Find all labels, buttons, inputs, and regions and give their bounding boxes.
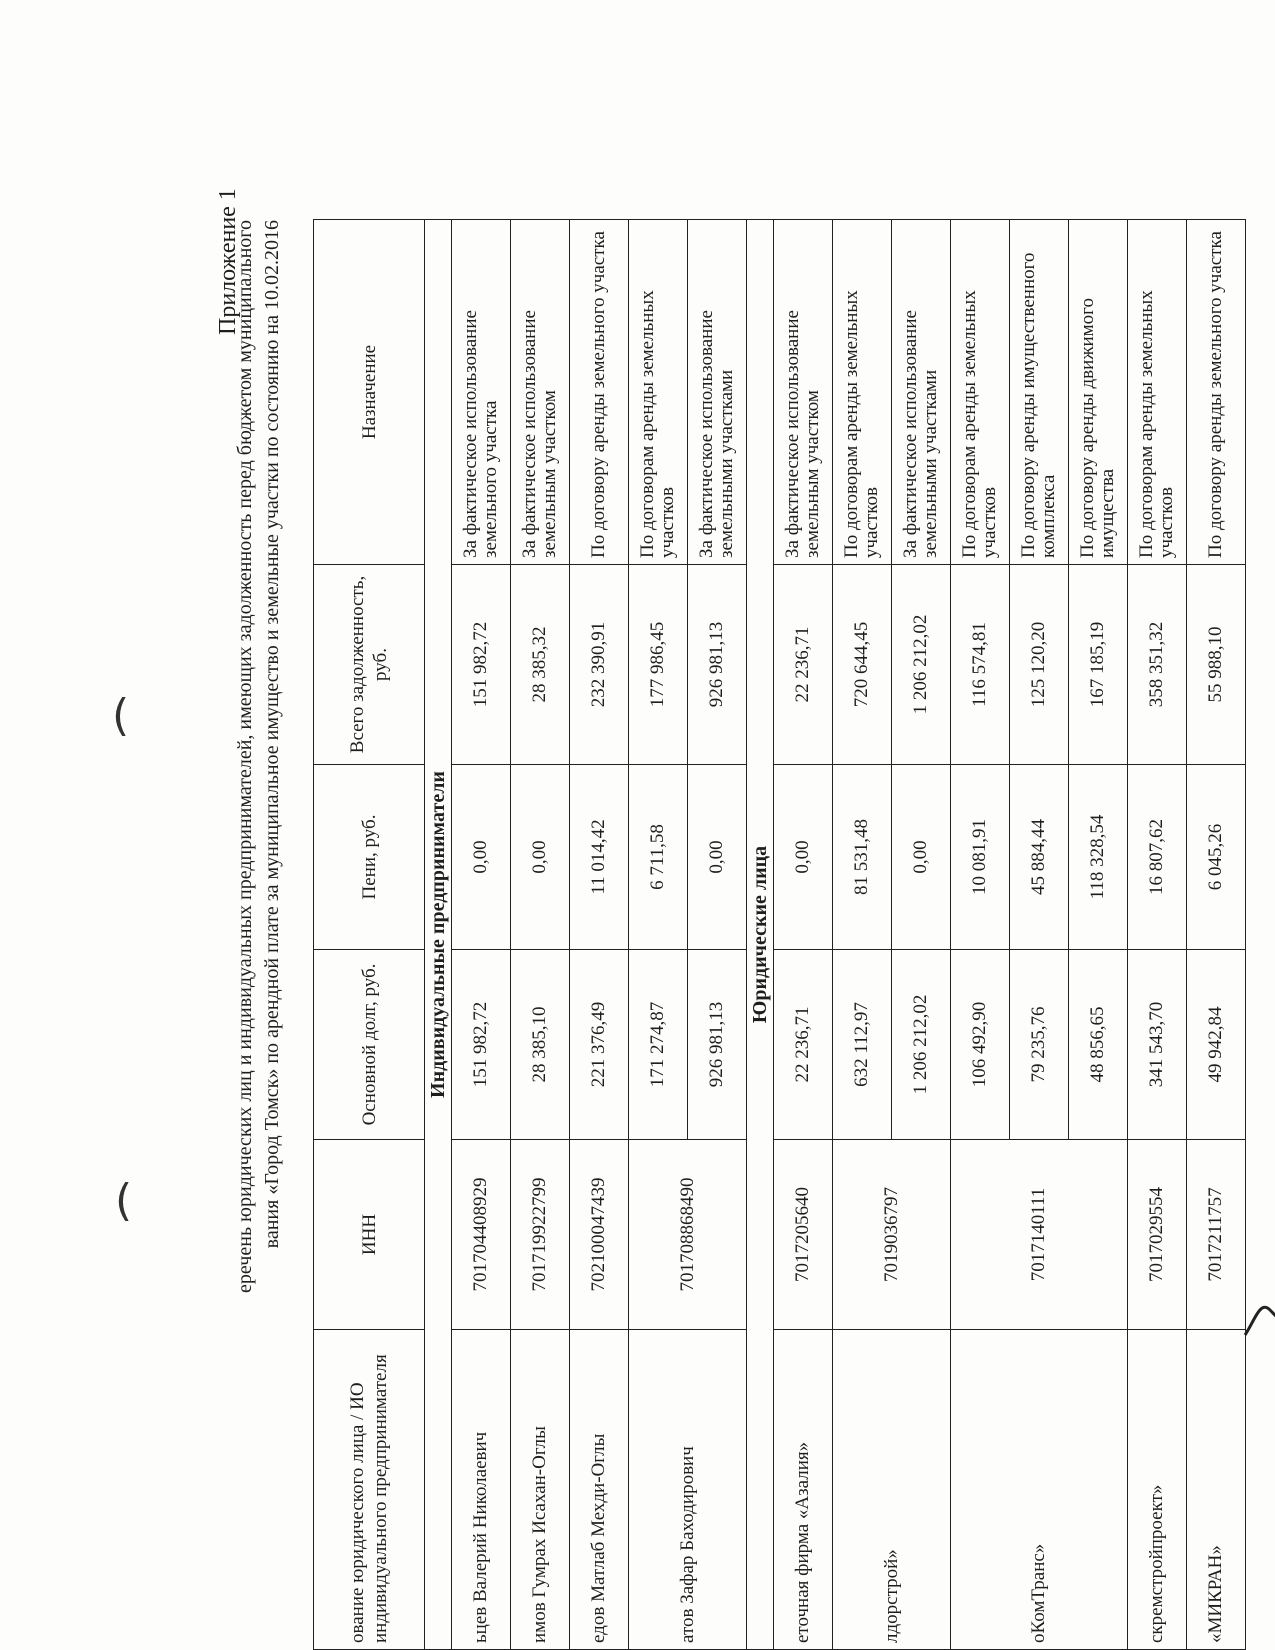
header-inn: ИНН [314, 1140, 425, 1330]
cell-principal: 106 492,90 [951, 950, 1010, 1140]
cell-total: 720 644,45 [833, 565, 892, 765]
pen-mark: ( [115, 1175, 133, 1226]
cell-principal: 48 856,65 [1069, 950, 1128, 1140]
cell-penalty: 10 081,91 [951, 765, 1010, 950]
cell-principal: 49 942,84 [1187, 950, 1246, 1140]
cell-principal: 632 112,97 [833, 950, 892, 1140]
table-row [774, 220, 833, 1650]
cell-purpose: За фактическое использование земельными участками [688, 220, 747, 565]
cell-principal: 341 543,70 [1128, 950, 1187, 1140]
cell-total: 116 574,81 [951, 565, 1010, 765]
cell-penalty: 118 328,54 [1069, 765, 1128, 950]
cell-total: 232 390,91 [570, 565, 629, 765]
signature-mark [1240, 1280, 1275, 1340]
cell-penalty: 0,00 [688, 765, 747, 950]
cell-penalty: 81 531,48 [833, 765, 892, 950]
cell-total: 55 988,10 [1187, 565, 1246, 765]
cell-penalty: 16 807,62 [1128, 765, 1187, 950]
cell-name: скремстройпроект» [1128, 1330, 1187, 1650]
cell-total: 28 385,32 [511, 565, 570, 765]
cell-total: 151 982,72 [452, 565, 511, 765]
cell-total: 177 986,45 [629, 565, 688, 765]
cell-inn: 7019036797 [833, 1140, 951, 1330]
cell-principal: 221 376,49 [570, 950, 629, 1140]
header-name: ование юридического лица / ИО индивидуального предпринимателя [314, 1330, 425, 1650]
table-row [1187, 220, 1246, 1650]
cell-penalty: 0,00 [511, 765, 570, 950]
cell-inn: 701704408929 [452, 1140, 511, 1330]
pen-mark: ( [112, 690, 130, 741]
cell-purpose: По договорам аренды земельных участков [951, 220, 1010, 565]
cell-purpose: За фактическое использование земельным участком [774, 220, 833, 565]
cell-total: 22 236,71 [774, 565, 833, 765]
section-title: Юридические лица [747, 220, 774, 1650]
cell-name: оКомТранс» [951, 1330, 1128, 1650]
section-row [425, 220, 452, 1650]
cell-penalty: 11 014,42 [570, 765, 629, 950]
header-principal: Основной долг, руб. [314, 950, 425, 1140]
cell-total: 358 351,32 [1128, 565, 1187, 765]
cell-inn: 7017205640 [774, 1140, 833, 1330]
cell-total: 125 120,20 [1010, 565, 1069, 765]
cell-purpose: За фактическое использование земельными участками [892, 220, 951, 565]
cell-principal: 79 235,76 [1010, 950, 1069, 1140]
cell-name: ьцев Валерий Николаевич [452, 1330, 511, 1650]
table-row [570, 220, 629, 1650]
document-title [232, 220, 286, 1650]
table-row [1128, 220, 1187, 1650]
section-title: Индивидуальные предприниматели [425, 220, 452, 1650]
cell-principal: 171 274,87 [629, 950, 688, 1140]
cell-penalty: 45 884,44 [1010, 765, 1069, 950]
cell-inn: 7017211757 [1187, 1140, 1246, 1330]
cell-name: лдорстрой» [833, 1330, 951, 1650]
cell-purpose: За фактическое использование земельным участком [511, 220, 570, 565]
cell-inn: 7017029554 [1128, 1140, 1187, 1330]
cell-principal: 22 236,71 [774, 950, 833, 1140]
cell-inn: 702100047439 [570, 1140, 629, 1330]
appendix-label: Приложение 1 [215, 188, 241, 335]
cell-purpose: По договору аренды земельного участка [1187, 220, 1246, 565]
cell-total: 926 981,13 [688, 565, 747, 765]
cell-penalty: 0,00 [774, 765, 833, 950]
cell-penalty: 0,00 [892, 765, 951, 950]
cell-name: атов Зафар Баходирович [629, 1330, 747, 1650]
cell-purpose: По договору аренды движимого имущества [1069, 220, 1128, 565]
cell-penalty: 0,00 [452, 765, 511, 950]
cell-inn: 701708868490 [629, 1140, 747, 1330]
cell-name: имов Гумрах Исахан-Оглы [511, 1330, 570, 1650]
debt-table [313, 219, 1246, 1650]
title-line-2: вания «Город Томск» по арендной плате за муниципальное имущество и земельные участки по состоянию на 10.02.2016 [261, 220, 283, 1249]
cell-principal: 926 981,13 [688, 950, 747, 1140]
table-row [951, 220, 1010, 1650]
cell-penalty: 6 045,26 [1187, 765, 1246, 950]
title-line-1: еречень юридических лиц и индивидуальных предпринимателей, имеющих задолженность перед бюджетом муниципального [234, 220, 256, 1293]
section-row [747, 220, 774, 1650]
table-row [511, 220, 570, 1650]
header-total: Всего задолженность, руб. [314, 565, 425, 765]
cell-name: еточная фирма «Азалия» [774, 1330, 833, 1650]
cell-inn: 701719922799 [511, 1140, 570, 1330]
table-row [629, 220, 688, 1650]
table-row [833, 220, 892, 1650]
table-header-row [314, 220, 425, 1650]
cell-purpose: По договорам аренды земельных участков [1128, 220, 1187, 565]
cell-name: едов Матлаб Мехди-Оглы [570, 1330, 629, 1650]
header-purpose: Назначение [314, 220, 425, 565]
table-row [452, 220, 511, 1650]
cell-principal: 1 206 212,02 [892, 950, 951, 1140]
cell-purpose: За фактическое использование земельного участка [452, 220, 511, 565]
cell-principal: 28 385,10 [511, 950, 570, 1140]
cell-name: «МИКРАН» [1187, 1330, 1246, 1650]
cell-purpose: По договорам аренды земельных участков [833, 220, 892, 565]
cell-total: 1 206 212,02 [892, 565, 951, 765]
cell-penalty: 6 711,58 [629, 765, 688, 950]
cell-purpose: По договору аренды имущественного комплекса [1010, 220, 1069, 565]
cell-purpose: По договору аренды земельного участка [570, 220, 629, 565]
cell-total: 167 185,19 [1069, 565, 1128, 765]
header-penalty: Пени, руб. [314, 765, 425, 950]
cell-principal: 151 982,72 [452, 950, 511, 1140]
cell-purpose: По договорам аренды земельных участков [629, 220, 688, 565]
cell-inn: 7017140111 [951, 1140, 1128, 1330]
